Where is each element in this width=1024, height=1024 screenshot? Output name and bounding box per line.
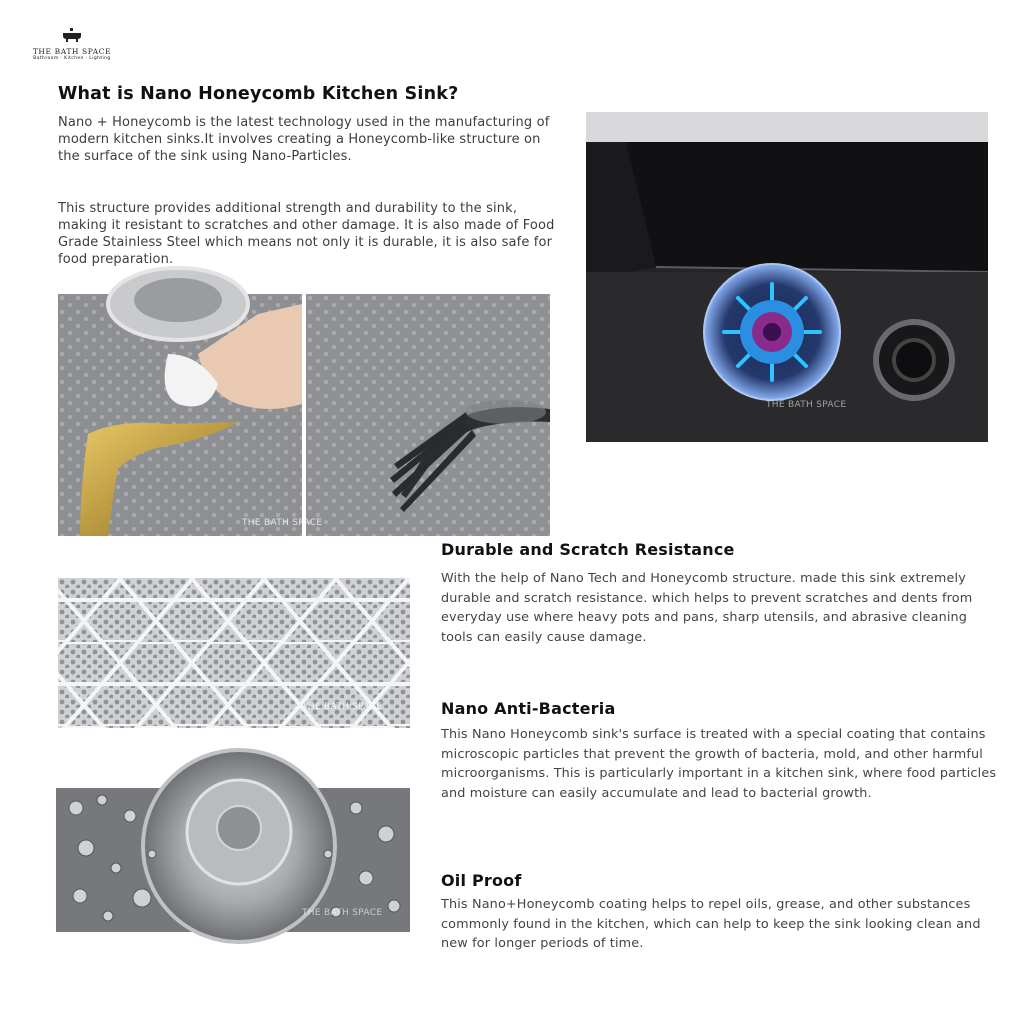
brand-name: THE BATH SPACE: [32, 47, 112, 56]
anti-bacteria-section-text: This Nano Honeycomb sink's surface is treated with a special coating that contains microscopic particles that prevent the growth of bacteria, mold, and other harmful microorganisms. This is particularly important in a kitchen sink, where food particles and moisture can easily accumulate and lead to bacterial growth.: [441, 727, 997, 801]
oil-proof-drain-image: [56, 788, 410, 932]
anti-bacteria-sink-image: [586, 112, 988, 442]
watermark: THE BATH SPACE: [302, 908, 383, 918]
watermark: THE BATH SPACE: [766, 400, 847, 410]
oil-proof-section-title: Oil Proof: [441, 871, 522, 890]
intro-paragraph-1: Nano + Honeycomb is the latest technology used in the manufacturing of modern kitchen sinks.It involves creating a Honeycomb-like structure on the surface of the sink using Nano-Particles.: [58, 115, 550, 164]
page-title: What is Nano Honeycomb Kitchen Sink?: [58, 84, 459, 104]
fork-scratch-image: [242, 294, 550, 536]
watermark: THE BATH SPACE: [242, 518, 323, 528]
watermark: THE BATH SPACE: [302, 702, 383, 712]
oil-proof-section-text: This Nano+Honeycomb coating helps to repel oils, grease, and other substances commonly found in the kitchen, which can help to keep the sink looking clean and new for longer periods of time.: [441, 897, 981, 951]
brand-tagline: Bathroom · Kitchen · Lighting: [33, 56, 111, 61]
anti-bacteria-section-title: Nano Anti-Bacteria: [441, 699, 616, 718]
oil-honeycomb-image: [58, 294, 302, 536]
durable-section-title: Durable and Scratch Resistance: [441, 540, 735, 559]
intro-paragraph-2: This structure provides additional strength and durability to the sink, making it resistant to scratches and other damage. It is also made of Food Grade Stainless Steel which means not only it is durable, it is also safe for food preparation.: [58, 201, 555, 267]
brand-logo: [22, 28, 122, 62]
honeycomb-pattern-image: [58, 578, 410, 728]
durable-section-text: With the help of Nano Tech and Honeycomb structure. made this sink extremely durable and scratch resistance. which helps to prevent scratches and dents from everyday use where heavy pots and pans, sharp utensils, and abrasive cleaning tools can easily cause damage.: [441, 571, 973, 645]
bathtub-icon: [61, 28, 83, 42]
